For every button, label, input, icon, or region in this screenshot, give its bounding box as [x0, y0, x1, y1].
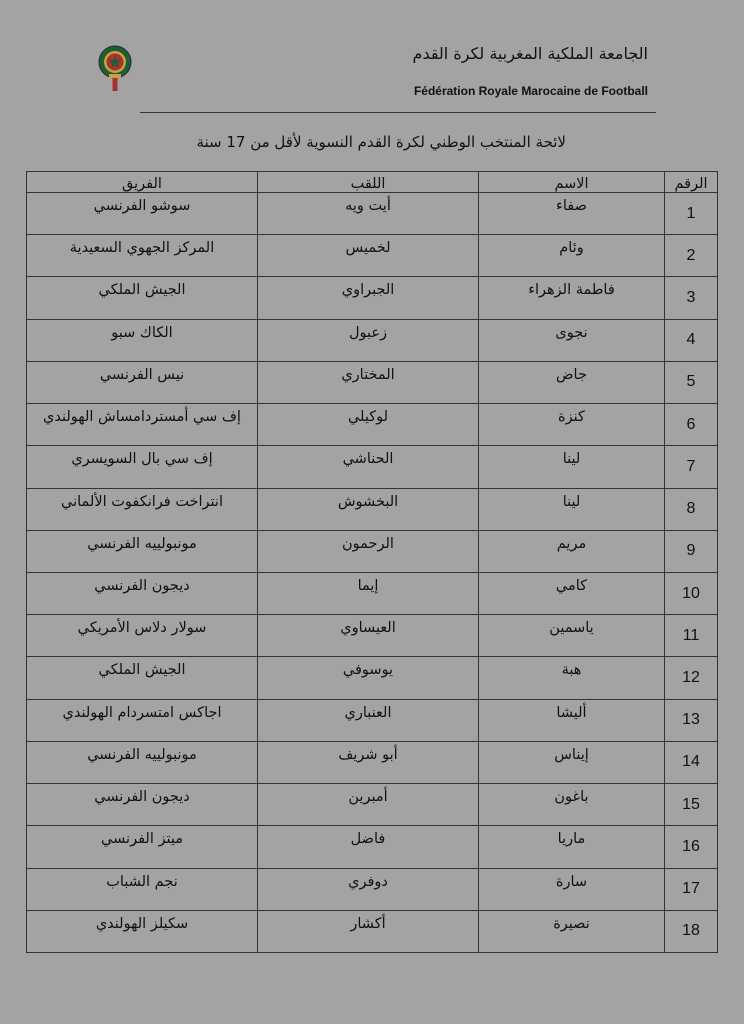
player-club: نجم الشباب — [27, 868, 258, 910]
player-number: 13 — [665, 699, 718, 741]
player-club: سوشو الفرنسي — [27, 193, 258, 235]
table-row — [27, 868, 718, 910]
header-last-name: اللقب — [258, 172, 479, 193]
player-last-name: لخميس — [258, 235, 479, 277]
player-last-name: أكشار — [258, 910, 479, 952]
federation-name-french: Fédération Royale Marocaine de Football — [413, 84, 648, 98]
player-last-name: يوسوفي — [258, 657, 479, 699]
player-last-name: دوفري — [258, 868, 479, 910]
table-header-row — [27, 172, 718, 193]
player-club: الجيش الملكي — [27, 657, 258, 699]
player-last-name: المختاري — [258, 361, 479, 403]
player-first-name: وئام — [479, 235, 665, 277]
player-club: انتراخت فرانكفوت الألماني — [27, 488, 258, 530]
table-row — [27, 699, 718, 741]
player-first-name: سارة — [479, 868, 665, 910]
player-last-name: الرحمون — [258, 530, 479, 572]
frmf-crest-icon — [96, 44, 134, 94]
player-first-name: فاطمة الزهراء — [479, 277, 665, 319]
player-number: 18 — [665, 910, 718, 952]
player-number: 16 — [665, 826, 718, 868]
table-row — [27, 615, 718, 657]
player-number: 8 — [665, 488, 718, 530]
table-row — [27, 319, 718, 361]
header-first-name: الاسم — [479, 172, 665, 193]
table-row — [27, 741, 718, 783]
table-row — [27, 235, 718, 277]
player-first-name: هبة — [479, 657, 665, 699]
header-number: الرقم — [665, 172, 718, 193]
document-title: لائحة المنتخب الوطني لكرة القدم النسوية لأقل من 17 سنة — [196, 133, 566, 151]
table-row — [27, 193, 718, 235]
player-number: 6 — [665, 404, 718, 446]
player-first-name: ياسمين — [479, 615, 665, 657]
table-row — [27, 277, 718, 319]
player-number: 14 — [665, 741, 718, 783]
player-number: 17 — [665, 868, 718, 910]
federation-name-arabic: الجامعة الملكية المغربية لكرة القدم — [412, 44, 648, 63]
roster-table — [26, 171, 718, 953]
roster-body — [27, 193, 718, 953]
player-first-name: لينا — [479, 446, 665, 488]
player-club: الجيش الملكي — [27, 277, 258, 319]
player-first-name: صفاء — [479, 193, 665, 235]
player-number: 4 — [665, 319, 718, 361]
player-last-name: العيساوي — [258, 615, 479, 657]
player-last-name: أمبرين — [258, 784, 479, 826]
table-row — [27, 488, 718, 530]
table-row — [27, 361, 718, 403]
table-row — [27, 446, 718, 488]
player-number: 3 — [665, 277, 718, 319]
player-first-name: كامي — [479, 572, 665, 614]
player-last-name: العنباري — [258, 699, 479, 741]
header-club: الفريق — [27, 172, 258, 193]
player-club: المركز الجهوي السعيدية — [27, 235, 258, 277]
player-club: ديجون الفرنسي — [27, 572, 258, 614]
player-club: ديجون الفرنسي — [27, 784, 258, 826]
player-number: 12 — [665, 657, 718, 699]
player-first-name: إيناس — [479, 741, 665, 783]
player-club: الكاك سبو — [27, 319, 258, 361]
player-number: 5 — [665, 361, 718, 403]
player-club: نيس الفرنسي — [27, 361, 258, 403]
player-last-name: أيت ويه — [258, 193, 479, 235]
player-club: سكيلز الهولندي — [27, 910, 258, 952]
player-last-name: لوكيلي — [258, 404, 479, 446]
player-first-name: مريم — [479, 530, 665, 572]
player-club: إف سي بال السويسري — [27, 446, 258, 488]
player-last-name: الحناشي — [258, 446, 479, 488]
player-number: 9 — [665, 530, 718, 572]
table-row — [27, 784, 718, 826]
table-row — [27, 826, 718, 868]
player-last-name: الجبراوي — [258, 277, 479, 319]
header-divider — [140, 112, 656, 113]
player-number: 7 — [665, 446, 718, 488]
table-row — [27, 572, 718, 614]
player-first-name: جاض — [479, 361, 665, 403]
player-club: مونبولييه الفرنسي — [27, 741, 258, 783]
player-club: مونبولييه الفرنسي — [27, 530, 258, 572]
player-first-name: لينا — [479, 488, 665, 530]
player-club: اجاكس امتسردام الهولندي — [27, 699, 258, 741]
player-last-name: فاضل — [258, 826, 479, 868]
player-last-name: البخشوش — [258, 488, 479, 530]
player-number: 15 — [665, 784, 718, 826]
player-club: ميتز الفرنسي — [27, 826, 258, 868]
player-number: 11 — [665, 615, 718, 657]
player-last-name: إيما — [258, 572, 479, 614]
player-club: إف سي أمستردامساش الهولندي — [27, 404, 258, 446]
table-row — [27, 404, 718, 446]
player-last-name: زعبول — [258, 319, 479, 361]
player-first-name: نصيرة — [479, 910, 665, 952]
player-club: سولار دلاس الأمريكي — [27, 615, 258, 657]
table-row — [27, 657, 718, 699]
player-first-name: نجوى — [479, 319, 665, 361]
table-row — [27, 530, 718, 572]
player-first-name: باغون — [479, 784, 665, 826]
player-last-name: أبو شريف — [258, 741, 479, 783]
player-first-name: كنزة — [479, 404, 665, 446]
player-first-name: ماريا — [479, 826, 665, 868]
player-number: 2 — [665, 235, 718, 277]
player-first-name: أليشا — [479, 699, 665, 741]
player-number: 10 — [665, 572, 718, 614]
player-number: 1 — [665, 193, 718, 235]
table-row — [27, 910, 718, 952]
